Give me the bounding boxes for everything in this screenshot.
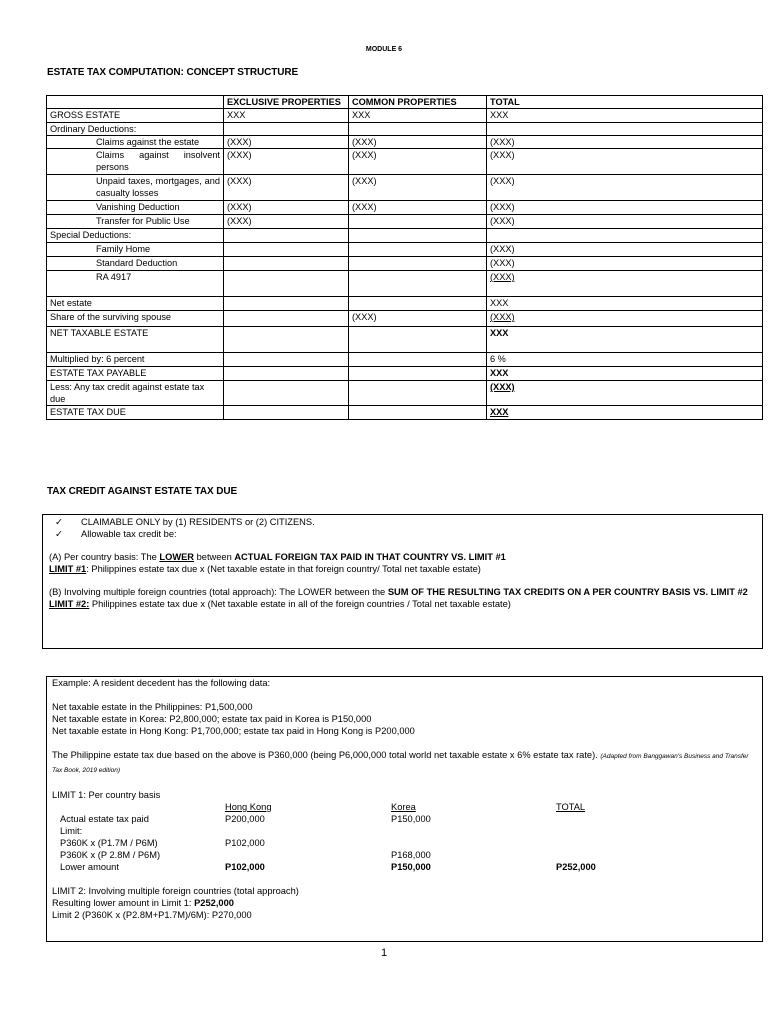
cell-exclusive (224, 257, 349, 271)
cell-total (487, 123, 763, 136)
cell-common (349, 353, 487, 367)
row-actual-hk: P200,000 (225, 814, 265, 824)
table-row (47, 297, 763, 311)
example-due (52, 749, 757, 777)
cell-total: 6 % (487, 353, 763, 367)
resulting-lower-value: P252,000 (194, 898, 234, 908)
bullet-allowable (49, 528, 756, 540)
limit2-definition (49, 598, 756, 610)
cell-exclusive: (XXX) (224, 136, 349, 149)
cell-exclusive: (XXX) (224, 215, 349, 229)
row-label: Net estate (47, 297, 224, 311)
cell-common (349, 257, 487, 271)
cell-exclusive (224, 297, 349, 311)
header-common: COMMON PROPERTIES (349, 96, 487, 109)
cell-total: XXX (487, 327, 763, 353)
row-label: GROSS ESTATE (47, 109, 224, 123)
table-row (47, 136, 763, 149)
cell-total: (XXX) (487, 381, 763, 406)
cell-total: (XXX) (487, 215, 763, 229)
section-title-concept-structure: ESTATE TAX COMPUTATION: CONCEPT STRUCTURE (47, 67, 299, 78)
cell-common (349, 229, 487, 243)
example-source: (Adapted from Banggawan's Business and Transfer Tax Book, 2019 edition) (52, 753, 749, 774)
rule-b (49, 586, 756, 598)
cell-exclusive (224, 327, 349, 353)
cell-common: (XXX) (349, 136, 487, 149)
rule-a-lower: LOWER (159, 552, 195, 562)
limit1-definition (49, 563, 756, 575)
cell-exclusive: (XXX) (224, 149, 349, 175)
cell-common (349, 215, 487, 229)
cell-total: XXX (487, 367, 763, 381)
row-lower-korea: P150,000 (391, 862, 431, 872)
cell-exclusive (224, 381, 349, 406)
header-exclusive: EXCLUSIVE PROPERTIES (224, 96, 349, 109)
bullet-allowable-text: Allowable tax credit be: (81, 529, 177, 539)
limit1-text: : Philippines estate tax due x (Net taxable estate in that foreign country/ Total net taxable estate) (86, 564, 481, 574)
row-korea-calc-value: P168,000 (391, 850, 431, 860)
resulting-lower (52, 897, 757, 909)
example-hk: Net taxable estate in Hong Kong: P1,700,000; estate tax paid in Hong Kong is P200,000 (52, 726, 415, 736)
example-box (46, 676, 763, 942)
col-hong-kong: Hong Kong (225, 802, 272, 812)
limit2-calc: Limit 2 (P360K x (P2.8M+P1.7M)/6M): P270,000 (52, 910, 252, 920)
row-korea-calc: P360K x (P 2.8M / P6M) (60, 850, 161, 860)
limit1-title: LIMIT 1: Per country basis (52, 790, 161, 800)
cell-exclusive (224, 123, 349, 136)
row-label: Share of the surviving spouse (47, 311, 224, 327)
limit2-title: LIMIT 2: Involving multiple foreign countries (total approach) (52, 886, 299, 896)
cell-exclusive (224, 311, 349, 327)
rule-b-bold: SUM OF THE RESULTING TAX CREDITS ON A PER COUNTRY BASIS VS. LIMIT #2 (387, 587, 748, 597)
row-actual-korea: P150,000 (391, 814, 431, 824)
row-label: Claims against the estate (47, 136, 224, 149)
row-label: Multiplied by: 6 percent (47, 353, 224, 367)
row-lower-total: P252,000 (556, 862, 596, 872)
row-label: Standard Deduction (47, 257, 224, 271)
cell-total: XXX (487, 297, 763, 311)
cell-total: XXX (487, 406, 763, 420)
cell-common (349, 243, 487, 257)
example-ph: Net taxable estate in the Philippines: P1,500,000 (52, 702, 253, 712)
row-actual-label: Actual estate tax paid (60, 814, 149, 824)
cell-total: (XXX) (487, 243, 763, 257)
cell-common: (XXX) (349, 201, 487, 215)
cell-exclusive: (XXX) (224, 201, 349, 215)
limit1-grid (52, 801, 757, 885)
cell-common (349, 367, 487, 381)
check-icon: ✓ (55, 529, 63, 539)
example-due-text: The Philippine estate tax due based on the above is P360,000 (being P6,000,000 total world net taxable estate x 6% estate tax rate). (52, 750, 601, 760)
row-label: Vanishing Deduction (47, 201, 224, 215)
table-row (47, 175, 763, 201)
cell-exclusive (224, 367, 349, 381)
table-row (47, 367, 763, 381)
cell-common (349, 123, 487, 136)
row-label: ESTATE TAX PAYABLE (47, 367, 224, 381)
estate-tax-table (46, 95, 763, 420)
cell-common (349, 297, 487, 311)
tax-credit-box (42, 514, 763, 649)
cell-common: (XXX) (349, 175, 487, 201)
table-row (47, 406, 763, 420)
table-row (47, 271, 763, 297)
example-korea: Net taxable estate in Korea: P2,800,000; estate tax paid in Korea is P150,000 (52, 714, 372, 724)
table-row (47, 149, 763, 175)
cell-exclusive: (XXX) (224, 175, 349, 201)
rule-a-prefix: (A) Per country basis: The (49, 552, 160, 562)
row-label: RA 4917 (47, 271, 224, 297)
row-label: Claims against insolvent persons (47, 149, 224, 175)
cell-common (349, 327, 487, 353)
row-label: Less: Any tax credit against estate tax due (47, 381, 224, 406)
table-row (47, 381, 763, 406)
row-label: NET TAXABLE ESTATE (47, 327, 224, 353)
col-total: TOTAL (556, 802, 586, 812)
module-label: MODULE 6 (365, 46, 403, 53)
bullet-claimable-text: CLAIMABLE ONLY by (1) RESIDENTS or (2) CITIZENS. (81, 517, 315, 527)
cell-exclusive (224, 229, 349, 243)
cell-common: (XXX) (349, 311, 487, 327)
cell-total: (XXX) (487, 201, 763, 215)
row-label: ESTATE TAX DUE (47, 406, 224, 420)
rule-b-prefix: (B) Involving multiple foreign countries (total approach): The LOWER between the (49, 587, 388, 597)
cell-total: (XXX) (487, 175, 763, 201)
cell-total (487, 229, 763, 243)
cell-total: XXX (487, 109, 763, 123)
limit2-label: LIMIT #2: (49, 599, 90, 609)
cell-total: (XXX) (487, 311, 763, 327)
table-row (47, 215, 763, 229)
cell-total: (XXX) (487, 271, 763, 297)
col-korea: Korea (391, 802, 416, 812)
row-hk-calc-value: P102,000 (225, 838, 265, 848)
table-row (47, 201, 763, 215)
header-cell-blank (47, 96, 224, 109)
limit1-label: LIMIT #1 (49, 564, 87, 574)
header-total: TOTAL (487, 96, 763, 109)
bullet-claimable (49, 516, 756, 528)
row-lower-hk: P102,000 (225, 862, 265, 872)
row-hk-calc: P360K x (P1.7M / P6M) (60, 838, 158, 848)
table-header-row (47, 96, 763, 109)
row-label: Ordinary Deductions: (47, 123, 224, 136)
table-row (47, 257, 763, 271)
cell-common (349, 406, 487, 420)
table-row (47, 311, 763, 327)
table-row (47, 123, 763, 136)
limit2-text: Philippines estate tax due x (Net taxable estate in all of the foreign countries / Total net taxable estate) (89, 599, 511, 609)
rule-a-bold: ACTUAL FOREIGN TAX PAID IN THAT COUNTRY VS. LIMIT #1 (234, 552, 506, 562)
row-lower-label: Lower amount (60, 862, 119, 872)
cell-common: (XXX) (349, 149, 487, 175)
cell-exclusive: XXX (224, 109, 349, 123)
table-row (47, 229, 763, 243)
cell-exclusive (224, 406, 349, 420)
cell-exclusive (224, 271, 349, 297)
resulting-lower-label: Resulting lower amount in Limit 1: (52, 898, 195, 908)
table-row (47, 327, 763, 353)
cell-common (349, 381, 487, 406)
check-icon: ✓ (55, 517, 63, 527)
table-row (47, 109, 763, 123)
table-row (47, 353, 763, 367)
cell-exclusive (224, 243, 349, 257)
cell-exclusive (224, 353, 349, 367)
example-intro: Example: A resident decedent has the following data: (52, 678, 271, 688)
row-label: Special Deductions: (47, 229, 224, 243)
cell-total: (XXX) (487, 257, 763, 271)
cell-common (349, 271, 487, 297)
rule-a-mid: between (194, 552, 235, 562)
section-title-tax-credit: TAX CREDIT AGAINST ESTATE TAX DUE (47, 486, 238, 497)
row-label: Family Home (47, 243, 224, 257)
cell-total: (XXX) (487, 136, 763, 149)
cell-total: (XXX) (487, 149, 763, 175)
row-label: Transfer for Public Use (47, 215, 224, 229)
cell-common: XXX (349, 109, 487, 123)
row-limit-label: Limit: (60, 826, 83, 836)
rule-a (49, 551, 756, 563)
page-number: 1 (380, 947, 388, 959)
row-label: Unpaid taxes, mortgages, and casualty losses (47, 175, 224, 201)
table-row (47, 243, 763, 257)
